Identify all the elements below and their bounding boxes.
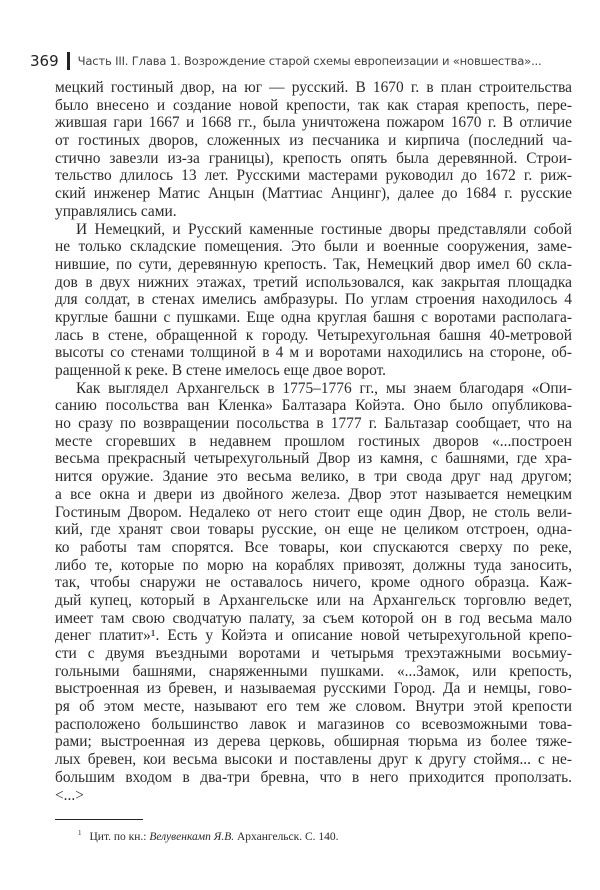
text-line: месте сгоревших в недавнем прошлом гостиных дворов «...построен bbox=[55, 432, 572, 450]
header-divider bbox=[67, 52, 70, 70]
text-line: для солдат, в стенах имелись амбразуры. По углам строения находилось 4 bbox=[55, 291, 572, 309]
body-text bbox=[55, 79, 572, 804]
running-header bbox=[30, 50, 542, 72]
text-line: нившие, по сути, деревянную крепость. Так, Немецкий двор имел 60 скла- bbox=[55, 255, 572, 273]
text-line: тельство длилось 13 лет. Русскими мастерами руководил до 1672 г. риж- bbox=[55, 167, 572, 185]
text-line: ращенной к реке. В стене имелось еще двое ворот. bbox=[55, 362, 386, 379]
text-line: нится оружие. Здание это весьма велико, в три свода друг над другом; bbox=[55, 468, 572, 486]
text-line: дый купец, который в Архангельске или на Архангельск торговлю ведет, bbox=[55, 591, 572, 609]
text-line: не только складские помещения. Это были и военные сооружения, заме- bbox=[55, 238, 572, 256]
text-line: жившая гари 1667 и 1668 гг., была уничтожена пожаром 1670 г. В отличие bbox=[55, 114, 572, 132]
footnote bbox=[78, 829, 339, 843]
footnote-author: Велувенкамп Я.В. bbox=[149, 830, 235, 843]
text-line: ский инженер Матис Анцын (Маттиас Анцинг), далее до 1684 г. русские bbox=[55, 185, 572, 203]
text-line: Гостиным Двором. Недалеко от него стоит еще один Двор, не столь вели- bbox=[55, 503, 572, 521]
page-number: 369 bbox=[30, 52, 59, 70]
running-title: Часть III. Глава 1. Возрождение старой схемы европеизации и «новшества»... bbox=[77, 54, 542, 68]
text-line: весьма прекрасный четырехугольный Двор из камня, с башнями, где хра- bbox=[55, 450, 572, 468]
text-line: мецкий гостиный двор, на юг — русский. В 1670 г. в план строительства bbox=[55, 79, 572, 96]
text-line: выстроенная из бревен, и называемая русскими Город. Да и немцы, гово- bbox=[55, 680, 572, 698]
text-line: кий, где хранят свои товары русские, он еще не целиком отстроен, одна- bbox=[55, 521, 572, 539]
text-line: большим входом в два-три бревна, что в него приходится проползать. bbox=[55, 768, 572, 786]
text-line: а все окна и двери из двойного железа. Двор этот называется немецким bbox=[55, 485, 572, 503]
text-line: стично завезли из-за границы), крепость опять была деревянной. Строи- bbox=[55, 149, 572, 167]
text-line: управлялись сами. bbox=[55, 202, 177, 220]
text-line: но сразу по возвращении посольства в 1777 г. Бальтазар сообщает, что на bbox=[55, 415, 572, 433]
text-line: санию посольства ван Кленка» Балтазара Койэта. Оно было опубликова- bbox=[55, 397, 572, 415]
text-line: ря об этом месте, называют его тем же словом. Внутри этой крепости bbox=[55, 698, 572, 716]
text-line: лась в стене, обращенной к городу. Четырехугольная башня 40-метровой bbox=[55, 326, 572, 344]
text-line: сти с двумя въездными воротами и четырьмя трехэтажными восьмиу- bbox=[55, 645, 572, 662]
text-line: расположено большинство лавок и магазинов со всевозможными това- bbox=[55, 715, 572, 733]
text-line: гольными башнями, снаряженными пушками. «...Замок, или крепость, bbox=[55, 662, 572, 680]
text-line: так, чтобы снаружи не оставалось ничего, кроме одного образца. Каж- bbox=[55, 574, 572, 592]
footnote-rest: Архангельск. С. 140. bbox=[234, 830, 339, 843]
footnote-prefix: Цит. по кн.: bbox=[89, 830, 150, 843]
text-line: <...> bbox=[55, 786, 84, 804]
text-line: Как выглядел Архангельск в 1775–1776 гг., мы знаем благодаря «Опи- bbox=[76, 379, 572, 397]
text-line: лых бревен, кои весьма высоки и поставлены друг к другу стоймя... с не- bbox=[55, 751, 572, 769]
footnote-mark: 1 bbox=[78, 829, 82, 837]
text-line: И Немецкий, и Русский каменные гостиные дворы представляли собой bbox=[76, 220, 572, 238]
text-line: либо те, которые по морю на кораблях привозят, должны туда заносить, bbox=[55, 556, 572, 574]
text-line: рами; выстроенная из дерева церковь, обширная тюрьма из более тяже- bbox=[55, 733, 572, 751]
text-line: было внесено и создание новой крепости, так как старая крепость, пере- bbox=[55, 96, 572, 114]
footnote-rule bbox=[55, 819, 143, 820]
text-line: имеет там свою сводчатую палату, за съем которой он в год весьма мало bbox=[55, 609, 572, 627]
text-line: от гостиных дворов, сложенных из песчаника и кирпича (последний ча- bbox=[55, 132, 572, 150]
text-line: высоты со стенами толщиной в 4 м и воротами находились на стороне, об- bbox=[55, 344, 572, 362]
text-line: денег платит»¹. Есть у Койэта и описание новой четырехугольной крепо- bbox=[55, 627, 572, 645]
text-line: круглые башни с пушками. Еще одна круглая башня с воротами располага- bbox=[55, 308, 572, 326]
text-line: дов в двух нижних этажах, третий использовался, как закрытая площадка bbox=[55, 273, 572, 291]
text-line: ко работы там спорятся. Все товары, кои спускаются сверху по реке, bbox=[55, 538, 572, 556]
